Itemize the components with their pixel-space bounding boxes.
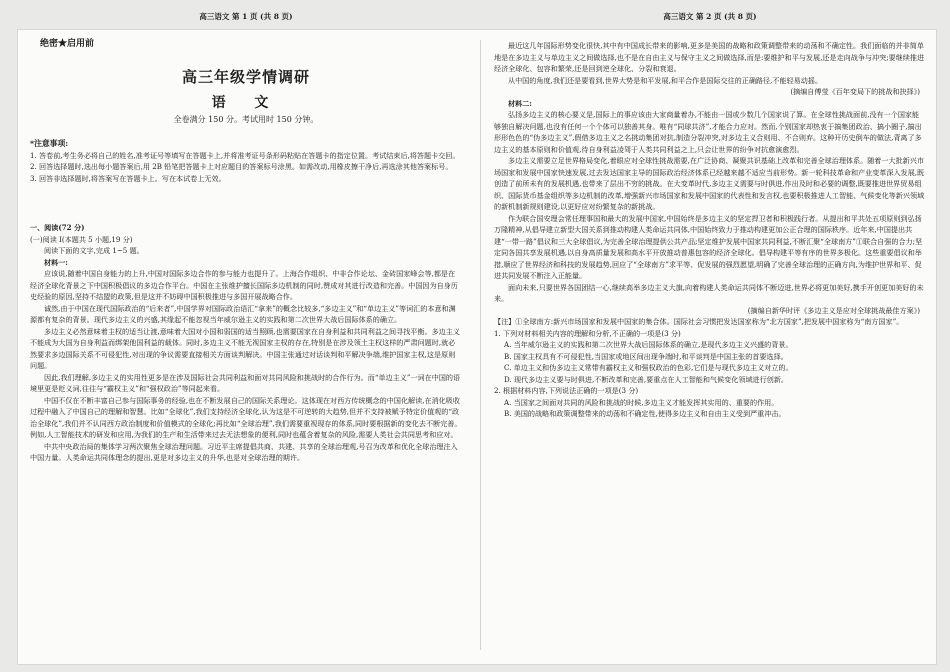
score-time-line: 全卷满分 150 分。考试用时 150 分钟。: [173, 115, 319, 124]
paragraph: 多边主义需要立足世界格局变化,着眼应对全球性挑战需要,在广泛协商、凝聚共识基础上改革和完善全球治理体系。随着一大批新兴市场国家和发展中国家快速发展,过去发达国家主导的国际政治经济体系已经越来越不适应当前形势。新一轮科技革命和产业变革深入发展,既创造了前所未有的发展机遇,也带来了层出不穷的挑战。在大变革时代,多边主义需要与时俱进,作出及时和必要的调整,既要推进世界贸易组织、国际货币基金组织等多边机制的改革,增强新兴市场国家和发展中国家的代表性和发言权,也要积极推进人工智能、气候变化等新兴领域的新机制新规则建设,以更好应对纷繁复杂的新挑战。: [494, 156, 925, 211]
note-item: 1. 答卷前,考生务必将自己的姓名,准考证号等填写在答题卡上,并将准考证号条形码粘贴在答题卡的指定位置。考试结束后,将答题卡交回。: [30, 150, 460, 160]
paragraph: 诚然,由于中国在现代国际政治的“后来者”,中国学界对国际政治语汇“拿来”的概念比较多,“多边主义”和“单边主义”等词汇的本意和渊源都有复杂的背景。现代多边主义的兴盛,其缘起不能忽视当年威尔逊主义的实践和第二次世界大战后国际体系的确立。: [30, 303, 456, 324]
paragraph: 最近这几年国际形势变化很快,其中有中国成长带来的影响,更多是美国的战略和政策调整带来的动荡和不确定性。我们面临的并非简单地是在多边主义与单边主义之间做选择,也不是在自由主义与保守主义之间做选择,而是:要维护和平与发展,还是走向战争与冲突;要继续推进经济全球化、包容和繁荣,还是回到逆全球化、分裂和衰退。: [494, 41, 925, 73]
subject-title: 语 文: [211, 95, 281, 111]
question-stem: 1. 下列对材料相关内容的理解和分析,不正确的一项是(3 分): [494, 328, 681, 338]
right-content: [494, 40, 926, 420]
paragraph: 中国不仅在不断丰富自己参与国际事务的经验,也在不断发展自己的国际关系理论。这体现在对西方传统概念的中国化解读,在消化吸收过程中融入了中国自己的理解和智慧。比如“全球化”,我们支持经济全球化,认为这是不可逆转的大趋势,但并不支持被赋予特定价值观的“政治全球化”,我们并不认同西方政治制度和价值模式的全球化;再比如“全球治理”,我们需要重视现存的体系,同时要根据新的变化去不断完善。例如,人工智能技术的研发和应用,为我们的生产和生活带来过去无法想象的便利,同时也蕴含着复杂的风险,需要人类社会共同思考和应对。: [30, 395, 462, 439]
question-stem: 2. 根据材料内容,下列说法正确的一项是(3 分): [494, 386, 639, 395]
exam-title: 高三年级学情调研: [181, 68, 310, 86]
paragraph: 弘扬多边主义的核心要义是,国际上的事应该由大家商量着办,不能由一国或少数几个国家说了算。在全球性挑战面前,没有一个国家能够独自解决问题,也没有任何一个个体可以独善其身。唯有“同球共济”,才能合力应对。然而,个别国家却热衷于搞集团政治、搞小圈子,搞出形形色色的“伪多边主义”,假借多边主义之名挑动集团对抗,制造分裂冲突,对多边主义合则用、不合则弃。这种开历史倒车的做法,背离了多边主义的基本原则和价值观,待自身利益凌驾于人类共同利益之上,只会让世界的纷争对抗愈演愈烈。: [494, 110, 922, 154]
material-2-label: 材料二:: [508, 98, 532, 108]
exam-sheet: [18, 12, 936, 664]
instruction: 阅读下面的文字,完成 1~5 题。: [44, 246, 144, 255]
question-option: A. 当国家之间面对共同的风险和挑战的时候,多边主义才能发挥其实用的、重要的作用。: [504, 397, 779, 407]
page-footer: 高三语文 第 2 页 (共 8 页): [663, 12, 757, 21]
reading-section: [30, 222, 462, 464]
notes-title: *注意事项:: [30, 139, 69, 148]
question-option: B. 国家主权具有不可侵犯性,当国家或地区间出现争端时,和平谈判是中国主张的首要选择。: [504, 351, 788, 361]
paragraph: 因此,我们理解,多边主义的实用性更多是在涉及国际社会共同利益和面对共同风险和挑战时的合作行为。而“单边主义”一词在中国的语境里更是贬义词,往往与“霸权主义”和“强权政治”等同起来看。: [30, 372, 461, 393]
footnote: 【注】①全球南方:新兴市场国家和发展中国家的集合体。国际社会习惯把发达国家称为“北方国家”,把发展中国家称为“南方国家”。: [494, 317, 904, 326]
subsection-title: (一)阅读 Ⅰ(本题共 5 小题,19 分): [30, 234, 133, 244]
page-divider: [480, 40, 481, 650]
source-citation: (摘编自傅莹《百年变局下的挑战和抉择》): [790, 87, 920, 96]
question-option: D. 现代多边主义要与时俱进,不断改革和完善,要重点在人工智能和气候变化领域进行创新。: [504, 374, 789, 384]
paragraph: 作为联合国安理会常任理事国和最大的发展中国家,中国始终是多边主义的坚定捍卫者和积极践行者。从提出和平共处五项原则到弘扬万隆精神,从倡导建立新型大国关系到推动构建人类命运共同体,中国始终致力于推动构建更加公正合理的国际秩序。近年来,中国提出共建“一带一路”倡议和三大全球倡议,为完善全球治理提供公共产品;坚定维护发展中国家共同利益,不断汇聚“全球南方”①联合自强的合力;坚定同各国共享发展机遇,以自身高质量发展和高水平开放推动普惠包容的经济全球化。倡导构建平等有序的世界多极化。这些重要倡议和举措,顺应了世界经济和科技的发展趋势,回应了“全球南方”求平等、促发展的强烈愿望,明确了完善全球治理的正确方向,为维护世界和平、促进共同发展不断注入正能量。: [494, 213, 923, 280]
question-2: [494, 385, 926, 420]
source-citation: (摘编自新华时评《多边主义是应对全球挑战最佳方案》): [747, 305, 920, 315]
note-item: 2. 回答选择题时,选出每小题答案后,用 2B 铅笔把答题卡上对应题目的答案标号涂黑。如需改动,用橡皮擦干净后,再选涂其他答案标号。: [30, 162, 453, 171]
paragraph: 应该说,随着中国自身能力的上升,中国对国际多边合作的参与能力也提升了。上海合作组织、中非合作论坛、金砖国家峰会等,都是在经济全球化背景之下中国积极倡议的多边合作平台。中国在主张维护擅长国际多边机制的同时,赞成对其进行改造和完善。中国因为自身历史经验的原因,坚持不结盟的政策,但是这并不妨碍中国积极推进与多国开展战略合作。: [30, 269, 458, 301]
paragraph: 从中国的角度,我们还是要看到,世界大势是和平发展,和平合作是国际交往的正确路径,不能轻易动摇。: [508, 75, 823, 85]
secret-label: 绝密★启用前: [40, 39, 95, 49]
question-1: [494, 328, 926, 386]
notes-block: [30, 138, 462, 184]
paragraph: 中共中央政治局的集体学习两次聚焦全球治理问题。习近平主席提倡共商、共建、共享的全球治理观,号召为改革和优化全球治理注入中国力量。人类命运共同体理念的提出,更是对多边主义的升华,也是对全球治理的期许。: [30, 441, 458, 462]
note-item: 3. 回答非选择题时,将答案写在答题卡上。写在本试卷上无效。: [30, 173, 226, 183]
material-1-label: 材料一:: [44, 257, 68, 267]
page-footer: 高三语文 第 1 页 (共 8 页): [199, 12, 293, 21]
question-option: A. 当年威尔逊主义的实践和第二次世界大战后国际体系的确立,是现代多边主义兴盛的背景。: [504, 340, 793, 349]
question-option: C. 单边主义和伪多边主义常带有霸权主义和强权政治的色彩,它们是与现代多边主义对立的。: [504, 363, 793, 372]
section-title: 一、阅读(72 分): [30, 223, 85, 232]
question-option: B. 美国的战略和政策调整带来的动荡和不确定性,使得多边主义和自由主义受到严重冲击。: [504, 409, 786, 418]
paragraph: 多边主义必然意味着主权的适当让渡,意味着大国对小国和弱国的适当照顾,也需要国家在自身利益和共同利益之间寻找平衡。多边主义不能成为大国为自身利益而绑架他国利益的载体。同时,多边主义不能无视国家主权的存在,特别是在涉及领土主权这样的严肃问题时,就必然要求多边国际关系不可侵犯性,对出现的争议需要直接相关方面谈判解决。中国主张通过对话谈判和平解决争端,维护国家主权,这是原则问题。: [30, 326, 460, 370]
paragraph: 面向未来,只要世界各国团结一心,继续高举多边主义大旗,向着构建人类命运共同体不断迈进,世界必将更加美好,携手开创更加美好的未来。: [494, 282, 924, 303]
